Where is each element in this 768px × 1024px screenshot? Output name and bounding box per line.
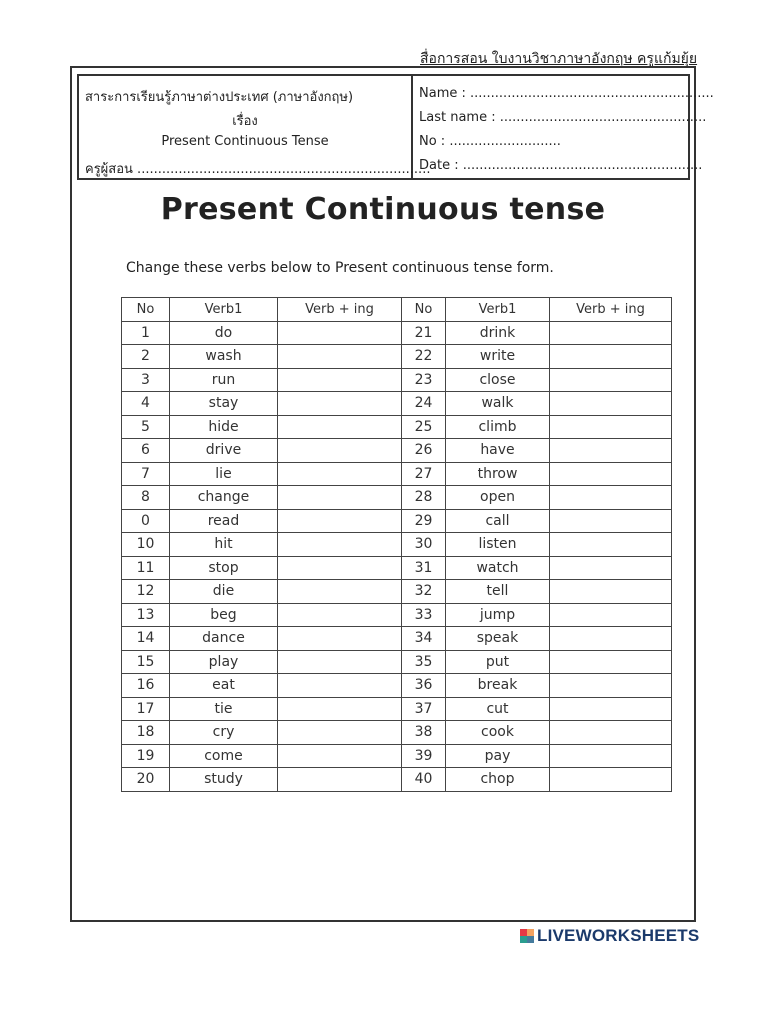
verb-ing-answer-left[interactable] [278, 603, 402, 627]
table-row [122, 580, 672, 604]
verb1-left: hit [170, 533, 278, 557]
row-number-left: 17 [122, 697, 170, 721]
row-number-left: 20 [122, 768, 170, 792]
sheet-caption: สื่อการสอน ใบงานวิชาภาษาอังกฤษ ครูแก้มยุ้ย [420, 51, 698, 67]
verb-ing-answer-right[interactable] [550, 556, 672, 580]
verb-ing-answer-right[interactable] [550, 509, 672, 533]
table-row [122, 439, 672, 463]
verb-ing-answer-right[interactable] [550, 650, 672, 674]
verb-ing-answer-right[interactable] [550, 368, 672, 392]
verb-ing-answer-right[interactable] [550, 580, 672, 604]
verb1-left: hide [170, 415, 278, 439]
verb1-right: close [446, 368, 550, 392]
row-number-left: 12 [122, 580, 170, 604]
verb1-right: open [446, 486, 550, 510]
verb1-right: walk [446, 392, 550, 416]
subject-line: สาระการเรียนรู้ภาษาต่างประเทศ (ภาษาอังกฤษ) [85, 90, 354, 105]
verb-ing-answer-left[interactable] [278, 697, 402, 721]
row-number-left: 0 [122, 509, 170, 533]
table-row [122, 509, 672, 533]
row-number-right: 26 [402, 439, 446, 463]
verb-table [121, 297, 672, 792]
row-number-left: 15 [122, 650, 170, 674]
verb-ing-answer-right[interactable] [550, 721, 672, 745]
row-number-right: 31 [402, 556, 446, 580]
row-number-left: 6 [122, 439, 170, 463]
verb1-left: dance [170, 627, 278, 651]
verb1-left: wash [170, 345, 278, 369]
verb-ing-answer-left[interactable] [278, 462, 402, 486]
header-no-right: No [402, 298, 446, 322]
row-number-left: 13 [122, 603, 170, 627]
row-number-right: 37 [402, 697, 446, 721]
verb1-left: eat [170, 674, 278, 698]
table-row [122, 345, 672, 369]
verb-ing-answer-left[interactable] [278, 768, 402, 792]
verb1-left: stay [170, 392, 278, 416]
topic-title: Present Continuous Tense [161, 134, 329, 149]
verb-ing-answer-right[interactable] [550, 768, 672, 792]
liveworksheets-logo [520, 926, 699, 946]
header-verb-ing-left: Verb + ing [278, 298, 402, 322]
logo-mark-icon [520, 929, 534, 943]
table-row [122, 533, 672, 557]
row-number-left: 4 [122, 392, 170, 416]
row-number-left: 2 [122, 345, 170, 369]
verb1-right: cut [446, 697, 550, 721]
verb-ing-answer-left[interactable] [278, 392, 402, 416]
teacher-line: ครูผู้สอน ....................................................................... [85, 162, 431, 177]
last-name-field[interactable]: Last name : .................................................. [419, 110, 707, 125]
table-row [122, 486, 672, 510]
row-number-left: 7 [122, 462, 170, 486]
verb-ing-answer-left[interactable] [278, 721, 402, 745]
row-number-left: 14 [122, 627, 170, 651]
verb-ing-answer-left[interactable] [278, 556, 402, 580]
verb1-left: do [170, 321, 278, 345]
verb1-right: speak [446, 627, 550, 651]
verb1-right: write [446, 345, 550, 369]
worksheet [70, 66, 714, 922]
row-number-left: 16 [122, 674, 170, 698]
header-verb1-left: Verb1 [170, 298, 278, 322]
verb1-left: lie [170, 462, 278, 486]
number-field[interactable]: No : ........................... [419, 134, 561, 149]
verb-ing-answer-right[interactable] [550, 462, 672, 486]
row-number-right: 30 [402, 533, 446, 557]
verb-ing-answer-right[interactable] [550, 392, 672, 416]
verb1-right: have [446, 439, 550, 463]
verb-ing-answer-right[interactable] [550, 674, 672, 698]
verb1-right: pay [446, 744, 550, 768]
row-number-left: 1 [122, 321, 170, 345]
table-row [122, 321, 672, 345]
verb-ing-answer-left[interactable] [278, 345, 402, 369]
verb1-right: call [446, 509, 550, 533]
row-number-left: 11 [122, 556, 170, 580]
row-number-left: 8 [122, 486, 170, 510]
row-number-right: 35 [402, 650, 446, 674]
verb-ing-answer-right[interactable] [550, 697, 672, 721]
verb-ing-answer-left[interactable] [278, 744, 402, 768]
row-number-right: 39 [402, 744, 446, 768]
table-row [122, 462, 672, 486]
instruction-text: Change these verbs below to Present continuous tense form. [126, 260, 554, 276]
header-verb-ing-right: Verb + ing [550, 298, 672, 322]
verb1-left: study [170, 768, 278, 792]
verb1-left: play [170, 650, 278, 674]
verb1-right: tell [446, 580, 550, 604]
row-number-right: 27 [402, 462, 446, 486]
header-right [413, 76, 714, 178]
verb-ing-answer-right[interactable] [550, 321, 672, 345]
row-number-right: 38 [402, 721, 446, 745]
logo-text: LIVEWORKSHEETS [537, 926, 700, 945]
verb-ing-answer-left[interactable] [278, 486, 402, 510]
row-number-right: 23 [402, 368, 446, 392]
row-number-right: 36 [402, 674, 446, 698]
verb1-left: run [170, 368, 278, 392]
verb1-right: chop [446, 768, 550, 792]
row-number-right: 28 [402, 486, 446, 510]
row-number-right: 24 [402, 392, 446, 416]
verb-ing-answer-right[interactable] [550, 744, 672, 768]
header-left [79, 76, 431, 178]
verb-ing-answer-left[interactable] [278, 368, 402, 392]
verb1-left: stop [170, 556, 278, 580]
verb1-left: tie [170, 697, 278, 721]
table-row [122, 415, 672, 439]
verb1-left: die [170, 580, 278, 604]
verb1-right: throw [446, 462, 550, 486]
verb-ing-answer-left[interactable] [278, 580, 402, 604]
verb-ing-answer-right[interactable] [550, 439, 672, 463]
verb-ing-answer-left[interactable] [278, 533, 402, 557]
row-number-right: 21 [402, 321, 446, 345]
verb1-left: cry [170, 721, 278, 745]
verb-ing-answer-right[interactable] [550, 627, 672, 651]
date-field[interactable]: Date : .......................................................... [419, 158, 703, 173]
header-verb1-right: Verb1 [446, 298, 550, 322]
verb1-left: come [170, 744, 278, 768]
verb1-right: jump [446, 603, 550, 627]
name-field[interactable]: Name : ........................................................... [419, 86, 714, 101]
table-header-row [122, 298, 672, 322]
table-row [122, 556, 672, 580]
verb1-right: drink [446, 321, 550, 345]
verb1-left: beg [170, 603, 278, 627]
verb-ing-answer-left[interactable] [278, 415, 402, 439]
verb1-right: cook [446, 721, 550, 745]
verb1-right: listen [446, 533, 550, 557]
row-number-left: 19 [122, 744, 170, 768]
row-number-left: 18 [122, 721, 170, 745]
verb1-right: break [446, 674, 550, 698]
verb-ing-answer-right[interactable] [550, 415, 672, 439]
verb1-left: change [170, 486, 278, 510]
verb-ing-answer-left[interactable] [278, 321, 402, 345]
header-no-left: No [122, 298, 170, 322]
verb-ing-answer-left[interactable] [278, 509, 402, 533]
row-number-right: 34 [402, 627, 446, 651]
row-number-right: 29 [402, 509, 446, 533]
verb-ing-answer-left[interactable] [278, 650, 402, 674]
row-number-left: 10 [122, 533, 170, 557]
row-number-right: 32 [402, 580, 446, 604]
row-number-right: 22 [402, 345, 446, 369]
table-row [122, 368, 672, 392]
verb-ing-answer-right[interactable] [550, 533, 672, 557]
topic-label: เรื่อง [232, 114, 258, 129]
table-row [122, 650, 672, 674]
table-row [122, 627, 672, 651]
verb-ing-answer-left[interactable] [278, 674, 402, 698]
table-row [122, 392, 672, 416]
verb1-right: climb [446, 415, 550, 439]
row-number-left: 3 [122, 368, 170, 392]
verb-ing-answer-right[interactable] [550, 603, 672, 627]
row-number-right: 40 [402, 768, 446, 792]
table-row [122, 721, 672, 745]
row-number-right: 33 [402, 603, 446, 627]
worksheet-title: Present Continuous tense [160, 192, 606, 227]
table-row [122, 674, 672, 698]
verb1-right: watch [446, 556, 550, 580]
table-row [122, 744, 672, 768]
row-number-left: 5 [122, 415, 170, 439]
table-row [122, 603, 672, 627]
verb-ing-answer-right[interactable] [550, 486, 672, 510]
verb1-left: drive [170, 439, 278, 463]
verb-ing-answer-right[interactable] [550, 345, 672, 369]
verb-ing-answer-left[interactable] [278, 439, 402, 463]
verb-ing-answer-left[interactable] [278, 627, 402, 651]
header-box [77, 74, 714, 180]
verb1-left: read [170, 509, 278, 533]
table-row [122, 768, 672, 792]
row-number-right: 25 [402, 415, 446, 439]
verb1-right: put [446, 650, 550, 674]
table-row [122, 697, 672, 721]
